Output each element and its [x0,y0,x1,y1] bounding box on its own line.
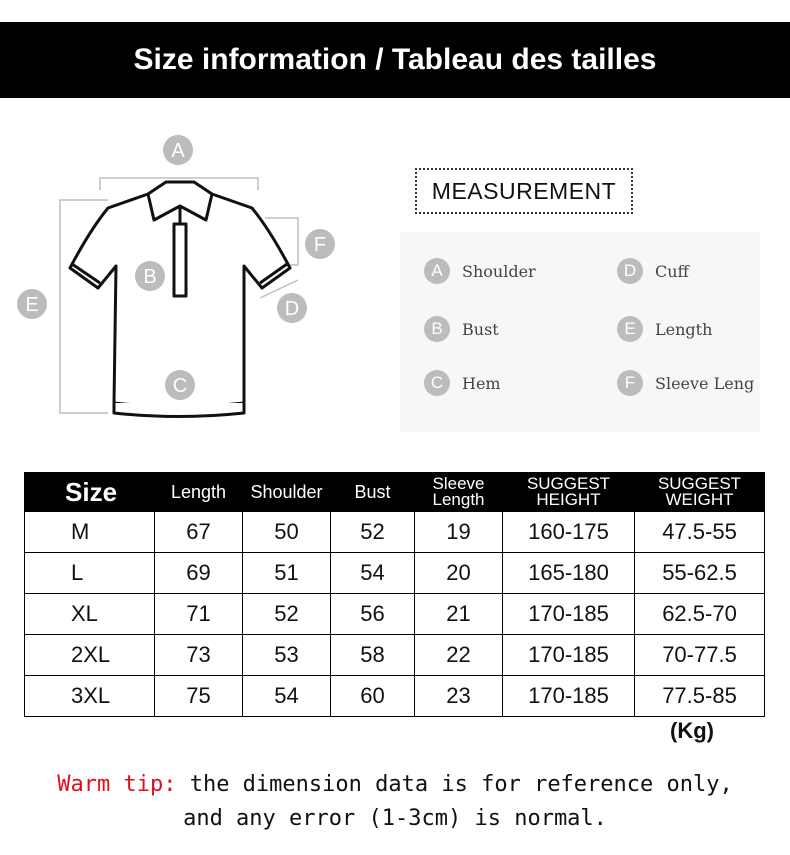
header-height-line2: HEIGHT [536,490,601,509]
marker-b [135,261,165,291]
page-title: Size information / Tableau des tailles [133,43,657,76]
legend-item-shoulder [424,258,536,284]
header-sleeve-line1: Sleeve [432,474,485,493]
cell-bust: 60 [331,676,415,717]
header-height-line1: SUGGEST [526,474,611,493]
marker-f [305,229,335,259]
header-shoulder: Shoulder [243,473,331,512]
legend-item-sleeve-length [617,370,754,396]
legend-item-length [617,316,712,342]
cell-height: 160-175 [503,512,635,553]
marker-d [277,293,307,323]
marker-c [165,370,195,400]
header-sleeve-length [415,473,503,512]
cell-size: L [25,553,155,594]
legend-label: Length [655,319,713,339]
legend-label: Shoulder [462,261,536,281]
svg-text:D: D [284,298,300,320]
legend-label: Cuff [655,261,689,281]
legend-letter: E [617,316,643,342]
cell-sleeve: 23 [415,676,503,717]
cell-length: 71 [155,594,243,635]
cell-length: 69 [155,553,243,594]
svg-text:E: E [25,294,39,316]
tip-text-2: and any error (1-3cm) is normal. [183,806,607,831]
cell-weight: 62.5-70 [635,594,765,635]
cell-size: 3XL [25,676,155,717]
cell-sleeve: 22 [415,635,503,676]
cell-weight: 47.5-55 [635,512,765,553]
header-sleeve-line2: Length [432,490,485,509]
title-banner [0,22,790,98]
table-row [25,676,765,717]
cell-sleeve: 20 [415,553,503,594]
header-weight-line1: SUGGEST [657,474,742,493]
tip-text-1: the dimension data is for reference only, [176,772,733,797]
table-row [25,594,765,635]
warm-tip [0,768,790,836]
header-suggest-height [503,473,635,512]
cell-shoulder: 54 [243,676,331,717]
cell-height: 170-185 [503,594,635,635]
measurement-title: MEASUREMENT [431,177,617,204]
cell-size: XL [25,594,155,635]
legend-letter: C [424,370,450,396]
cell-length: 73 [155,635,243,676]
measurement-title-box [415,168,633,214]
legend-letter: D [617,258,643,284]
cell-weight: 77.5-85 [635,676,765,717]
table-row [25,512,765,553]
size-table [24,472,765,717]
cell-bust: 56 [331,594,415,635]
cell-height: 165-180 [503,553,635,594]
legend-item-bust [424,316,499,342]
cell-length: 67 [155,512,243,553]
cell-length: 75 [155,676,243,717]
svg-text:A: A [171,140,185,162]
cell-shoulder: 53 [243,635,331,676]
tip-line-1 [0,768,790,802]
cell-size: M [25,512,155,553]
cell-shoulder: 51 [243,553,331,594]
weight-unit-note: (Kg) [670,718,714,743]
cell-weight: 70-77.5 [635,635,765,676]
cell-height: 170-185 [503,676,635,717]
marker-e [17,289,47,319]
legend-letter: F [617,370,643,396]
table-row [25,635,765,676]
cell-bust: 54 [331,553,415,594]
cell-shoulder: 52 [243,594,331,635]
header-length: Length [155,473,243,512]
cell-bust: 52 [331,512,415,553]
cell-weight: 55-62.5 [635,553,765,594]
legend-label: Hem [462,373,501,393]
svg-text:F: F [313,234,327,256]
cell-sleeve: 19 [415,512,503,553]
marker-a [163,135,193,165]
svg-text:B: B [143,266,157,288]
svg-text:C: C [172,375,188,397]
cell-size: 2XL [25,635,155,676]
header-weight-line2: WEIGHT [665,490,734,509]
header-suggest-weight [635,473,765,512]
cell-shoulder: 50 [243,512,331,553]
header-size: Size [25,473,155,512]
legend-item-hem [424,370,501,396]
legend-letter: A [424,258,450,284]
cell-sleeve: 21 [415,594,503,635]
table-row [25,553,765,594]
legend-letter: B [424,316,450,342]
shirt-diagram [0,120,380,430]
cell-bust: 58 [331,635,415,676]
measurement-legend [400,232,760,432]
legend-item-cuff [617,258,689,284]
header-bust: Bust [331,473,415,512]
legend-label: Bust [462,319,499,339]
tip-label: Warm tip: [57,772,177,797]
cell-height: 170-185 [503,635,635,676]
table-header-row [25,473,765,512]
legend-label: Sleeve Leng [655,373,755,393]
